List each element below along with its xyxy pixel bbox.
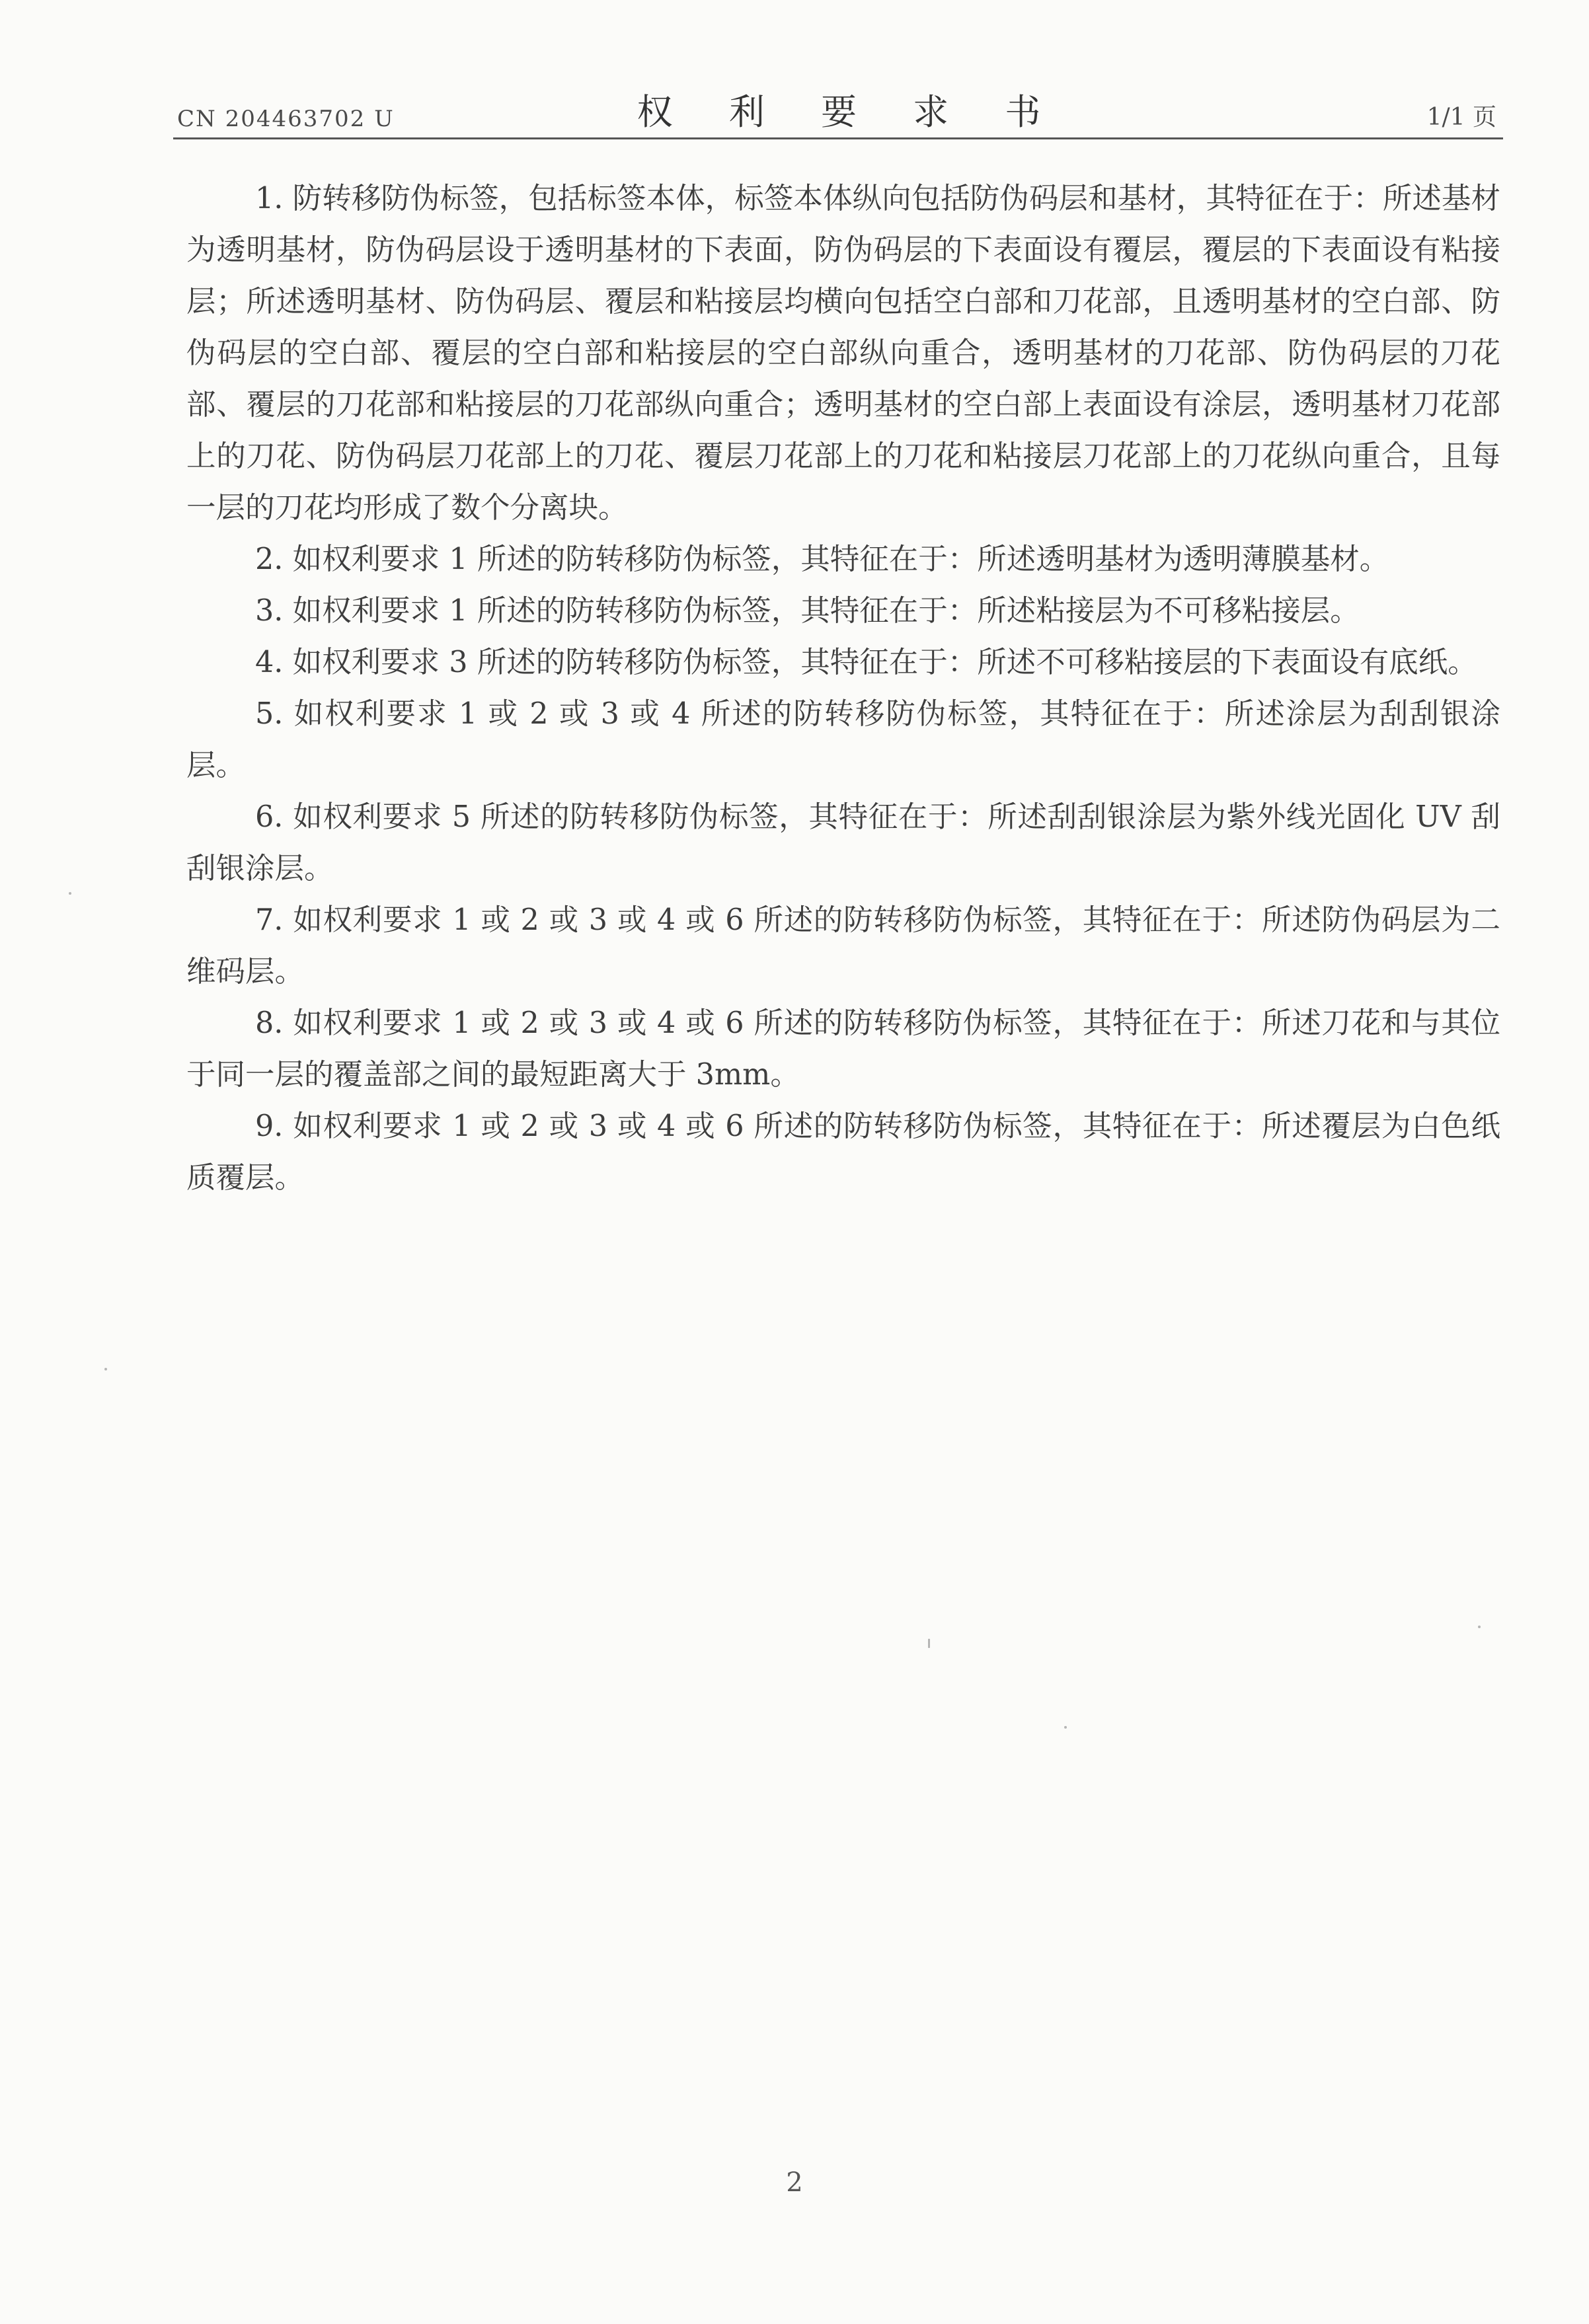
claim-4: 4. 如权利要求 3 所述的防转移防伪标签，其特征在于：所述不可移粘接层的下表面设有底纸。 <box>255 646 1477 679</box>
claim-9: 9. 如权利要求 1 或 2 或 3 或 4 或 6 所述的防转移防伪标签，其特征在于：所述覆层为白色纸质覆层。 <box>186 1109 1500 1195</box>
page-number: 2 <box>786 2167 803 2198</box>
claim-2: 2. 如权利要求 1 所述的防转移防伪标签，其特征在于：所述透明基材为透明薄膜基材。 <box>255 543 1389 576</box>
page-count: 1/1 页 <box>1426 104 1496 131</box>
document-title: 权 利 要 求 书 <box>637 91 1064 133</box>
claim-6: 6. 如权利要求 5 所述的防转移防伪标签，其特征在于：所述刮刮银涂层为紫外线光固化 UV 刮刮银涂层。 <box>186 800 1500 885</box>
scan-speck <box>1064 1726 1067 1729</box>
publication-number: CN 204463702 U <box>177 106 395 132</box>
claim-5: 5. 如权利要求 1 或 2 或 3 或 4 所述的防转移防伪标签，其特征在于：所述涂层为刮刮银涂层。 <box>186 697 1500 782</box>
scan-speck <box>104 1368 107 1370</box>
claim-8: 8. 如权利要求 1 或 2 或 3 或 4 或 6 所述的防转移防伪标签，其特征在于：所述刀花和与其位于同一层的覆盖部之间的最短距离大于 3mm。 <box>186 1006 1500 1092</box>
claim-1: 1. 防转移防伪标签，包括标签本体，标签本体纵向包括防伪码层和基材，其特征在于：所述基材为透明基材，防伪码层设于透明基材的下表面，防伪码层的下表面设有覆层，覆层的下表面设有粘接层；所述透明基材、防伪码层、覆层和粘接层均横向包括空白部和刀花部，且透明基材的空白部、防伪码层的空白部、覆层的空白部和粘接层的空白部纵向重合，透明基材的刀花部、防伪码层的刀花部、覆层的刀花部和粘接层的刀花部纵向重合；透明基材的空白部上表面设有涂层，透明基材刀花部上的刀花、防伪码层刀花部上的刀花、覆层刀花部上的刀花和粘接层刀花部上的刀花纵向重合，且每一层的刀花均形成了数个分离块。 <box>186 182 1500 525</box>
claim-7: 7. 如权利要求 1 或 2 或 3 或 4 或 6 所述的防转移防伪标签，其特征在于：所述防伪码层为二维码层。 <box>186 903 1500 989</box>
claims-body <box>186 173 1500 1204</box>
scan-speck <box>69 892 71 895</box>
claim-3: 3. 如权利要求 1 所述的防转移防伪标签，其特征在于：所述粘接层为不可移粘接层。 <box>255 594 1360 628</box>
page-header <box>177 86 1500 139</box>
scan-speck <box>928 1639 930 1648</box>
scan-speck <box>1478 1626 1481 1628</box>
header-divider <box>173 137 1503 139</box>
